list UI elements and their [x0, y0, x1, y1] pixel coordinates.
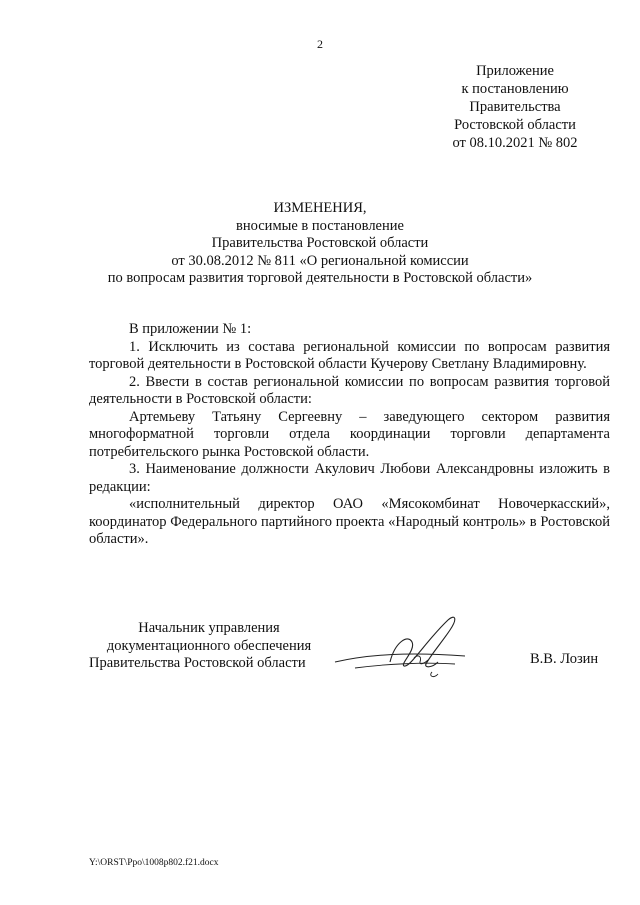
document-body: [89, 321, 610, 549]
signatory-name: В.В. Лозин: [530, 651, 599, 667]
item-2-paragraph: 2. Ввести в состав региональной комиссии по вопросам развития торговой деятельности в Ростовской области:: [89, 373, 610, 407]
appendix-line: Приложение: [476, 63, 554, 79]
item-1-paragraph: 1. Исключить из состава региональной комиссии по вопросам развития торговой деятельности в Ростовской области Кучерову Светлану Владимировну.: [89, 338, 610, 372]
title-line: от 30.08.2012 № 811 «О региональной комиссии: [171, 252, 469, 269]
title-heading: ИЗМЕНЕНИЯ,: [273, 200, 367, 216]
title-line: по вопросам развития торговой деятельности в Ростовской области»: [107, 270, 533, 286]
signatory-title: [89, 620, 329, 673]
handwritten-signature-icon: [330, 612, 490, 682]
signatory-title-line: Правительства Ростовской области: [89, 655, 306, 671]
document-title: [90, 200, 550, 288]
file-path: Y:\ORST\Ppo\1008p802.f21.docx: [89, 858, 219, 868]
appendix-line: от 08.10.2021 № 802: [452, 135, 578, 151]
appendix-line: Ростовской области: [454, 117, 576, 133]
appendix-line: Правительства: [469, 99, 561, 115]
item-3-text-paragraph: «исполнительный директор ОАО «Мясокомбинат Новочеркасский», координатор Федерального партийного проекта «Народный контроль» в Ростовской области».: [89, 496, 610, 547]
item-3-paragraph: 3. Наименование должности Акулович Любови Александровны изложить в редакции:: [89, 461, 610, 495]
title-line: Правительства Ростовской области: [211, 235, 429, 251]
intro-paragraph: В приложении № 1:: [129, 321, 252, 337]
page-number: 2: [317, 37, 323, 51]
appendix-block: [420, 62, 610, 152]
title-line: вносимые в постановление: [236, 217, 404, 234]
signatory-title-line: Начальник управления: [138, 620, 280, 636]
item-2-person-paragraph: Артемьеву Татьяну Сергеевну – заведующего сектором развития многоформатной торговли отдела координации торговли департамента потребительского рынка Ростовской области.: [89, 408, 610, 460]
signatory-title-line: документационного обеспечения: [106, 637, 312, 654]
appendix-line: к постановлению: [461, 81, 569, 97]
